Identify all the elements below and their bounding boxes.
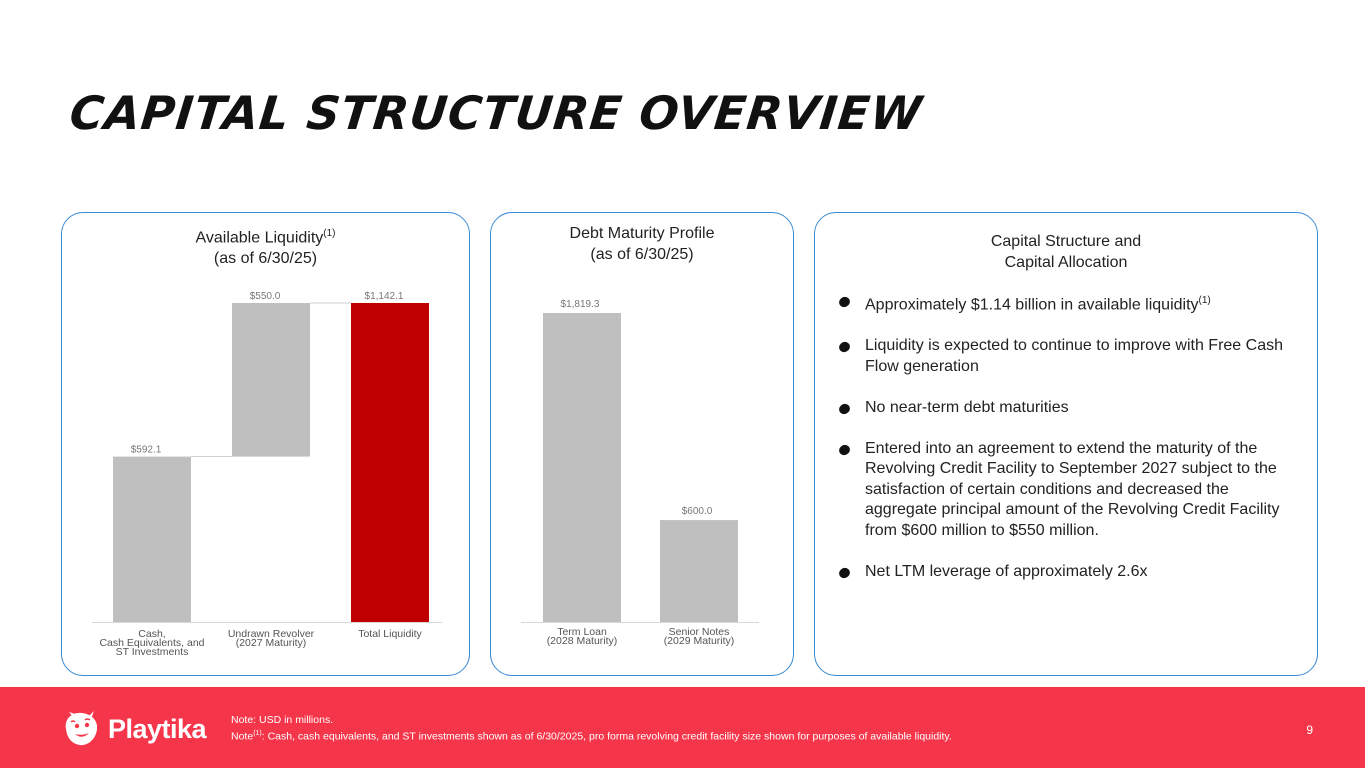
footnote-2-sup: (1) — [253, 730, 262, 737]
liquidity-category-label-line: Cash Equivalents, and — [99, 637, 205, 649]
bullet-text: Entered into an agreement to extend the maturity of the Revolving Credit Facility to September 2027 subject to the satisfaction of certain conditions and decreased the aggregate principal amount of the Revolving Credit Facility from $600 million to $550 million. — [865, 439, 1280, 539]
bullet-text: Net LTM leverage of approximately 2.6x — [865, 562, 1148, 580]
footer-bar — [0, 687, 1365, 768]
liquidity-category-label — [99, 628, 204, 658]
footnote-2-prefix: Note — [231, 730, 254, 743]
bullet-text: Liquidity is expected to continue to improve with Free Cash Flow generation — [865, 337, 1283, 375]
capital-panel-title — [815, 231, 1317, 273]
bullet-item — [839, 562, 1299, 583]
page-title: CAPITAL STRUCTURE OVERVIEW — [67, 86, 926, 140]
bullet-item — [839, 336, 1299, 377]
debt-category-label-line: Senior Notes — [668, 626, 730, 638]
bullet-item — [839, 398, 1299, 419]
debt-category-label-line: Term Loan — [557, 626, 607, 638]
bullet-dot-icon — [837, 402, 851, 416]
liquidity-category-label-line: Undrawn Revolver — [227, 628, 315, 640]
debt-category-label-line: (2028 Maturity) — [546, 635, 618, 647]
liquidity-category-label-line: Total Liquidity — [358, 628, 422, 640]
bullet-item — [839, 439, 1299, 542]
cheetah-logo-icon — [60, 709, 102, 749]
debt-value-label: $600.0 — [681, 506, 713, 518]
debt-maturity-chart — [491, 213, 795, 677]
debt-bar — [660, 520, 738, 622]
logo-text: Playtika — [108, 713, 207, 744]
bullet-item — [839, 291, 1299, 316]
page-number: 9 — [1306, 723, 1313, 737]
capital-panel — [814, 212, 1318, 676]
playtika-logo[interactable] — [60, 709, 206, 749]
liquidity-bar — [113, 457, 191, 622]
bullet-dot-icon — [837, 340, 851, 354]
debt-title-text: Debt Maturity Profile — [569, 225, 715, 242]
debt-value-label: $1,819.3 — [560, 299, 600, 310]
debt-category-label — [664, 626, 735, 647]
liquidity-subtitle: (as of 6/30/25) — [213, 250, 318, 268]
liquidity-value-label: $550.0 — [249, 291, 281, 302]
liquidity-category-label — [358, 628, 422, 640]
debt-panel — [490, 212, 794, 676]
bullet-dot-icon — [837, 566, 851, 580]
bullet-dot-icon — [837, 295, 851, 309]
bullet-text: No near-term debt maturities — [865, 398, 1069, 416]
liquidity-title-text: Available Liquidity — [195, 229, 324, 247]
liquidity-bar — [351, 303, 429, 622]
debt-subtitle: (as of 6/30/25) — [590, 246, 694, 263]
capital-title-line1: Capital Structure and — [990, 233, 1142, 250]
liquidity-bar — [232, 303, 310, 457]
bullet-text: Approximately $1.14 billion in available liquidity — [865, 296, 1199, 314]
liquidity-category-label-line: Cash, — [138, 628, 166, 640]
footnote-2-text: : Cash, cash equivalents, and ST investments shown as of 6/30/2025, pro forma revolving credit facility size shown for purposes of available liquidity. — [261, 730, 952, 743]
liquidity-value-label: $592.1 — [130, 444, 162, 456]
liquidity-value-label: $1,142.1 — [364, 291, 404, 302]
bullet-sup: (1) — [1198, 295, 1211, 306]
debt-category-label-line: (2029 Maturity) — [663, 635, 735, 647]
capital-bullet-list — [839, 291, 1299, 603]
liquidity-category-label-line: (2027 Maturity) — [235, 637, 307, 649]
debt-bar — [543, 313, 621, 622]
liquidity-title-sup: (1) — [323, 228, 336, 239]
bullet-dot-icon — [837, 443, 851, 457]
footnote-2 — [231, 727, 952, 744]
footnote-1: Note: USD in millions. — [231, 714, 334, 726]
liquidity-category-label — [228, 628, 315, 649]
footnotes — [231, 713, 952, 744]
capital-title-line2: Capital Allocation — [1004, 254, 1128, 271]
liquidity-waterfall-chart — [62, 213, 471, 677]
debt-category-label — [547, 626, 618, 647]
liquidity-category-label-line: ST Investments — [115, 646, 189, 658]
liquidity-panel — [61, 212, 470, 676]
